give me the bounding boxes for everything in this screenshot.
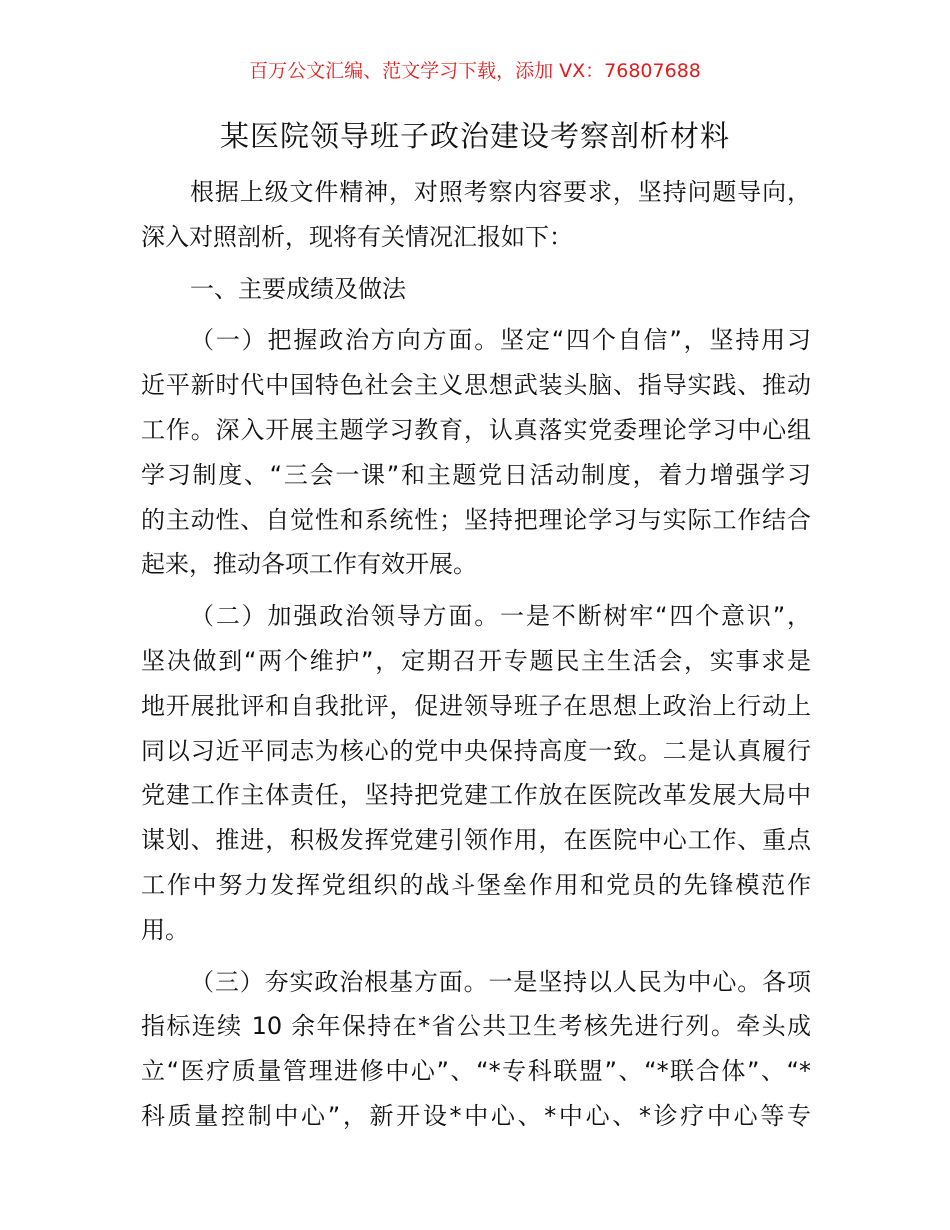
- text-line: 立“医疗质量管理进修中心”、“*专科联盟”、“*联合体”、“*: [141, 1057, 811, 1086]
- paragraph: [141, 594, 811, 952]
- text-line: （一）把握政治方向方面。坚定“四个自信”，坚持用习: [190, 326, 811, 355]
- paragraph: [141, 960, 811, 1139]
- text-line: （二）加强政治领导方面。一是不断树牢“四个意识”，: [190, 602, 811, 631]
- document-body: [141, 170, 811, 1146]
- text-line: 学习制度、“三会一课”和主题党日活动制度，着力增强学习: [141, 460, 811, 489]
- text-line: 指标连续 10 余年保持在*省公共卫生考核先进行列。牵头成: [141, 1012, 811, 1041]
- text-line: 工作。深入开展主题学习教育，认真落实党委理论学习中心组: [141, 415, 811, 444]
- text-line: 谋划、推进，积极发挥党建引领作用，在医院中心工作、重点: [141, 826, 811, 855]
- header-notice: 百万公文汇编、范文学习下载，添加 VX：76807688: [249, 60, 701, 82]
- text-line: 近平新时代中国特色社会主义思想武装头脑、指导实践、推动: [141, 371, 811, 400]
- text-line: 的主动性、自觉性和系统性；坚持把理论学习与实际工作结合: [141, 505, 811, 534]
- text-line: 深入对照剖析，现将有关情况汇报如下：: [141, 222, 573, 251]
- text-line: 工作中努力发挥党组织的战斗堡垒作用和党员的先锋模范作: [141, 870, 811, 899]
- paragraph: [141, 170, 811, 260]
- text-line: 一、主要成绩及做法: [190, 274, 406, 303]
- text-line: （三）夯实政治根基方面。一是坚持以人民为中心。各项: [190, 967, 811, 996]
- text-line: 科质量控制中心”，新开设*中心、*中心、*诊疗中心等专: [141, 1101, 811, 1130]
- paragraph: [141, 318, 811, 587]
- text-line: 起来，推动各项工作有效开展。: [141, 550, 477, 579]
- text-line: 党建工作主体责任，坚持把党建工作放在医院改革发展大局中: [141, 781, 811, 810]
- text-line: 用。: [141, 915, 189, 944]
- text-line: 坚决做到“两个维护”，定期召开专题民主生活会，实事求是: [141, 646, 811, 675]
- text-line: 根据上级文件精神，对照考察内容要求，坚持问题导向，: [190, 178, 811, 206]
- section-heading: [141, 267, 811, 312]
- text-line: 同以习近平同志为核心的党中央保持高度一致。二是认真履行: [141, 736, 811, 765]
- text-line: 地开展批评和自我批评，促进领导班子在思想上政治上行动上: [141, 691, 811, 720]
- document-title: 某医院领导班子政治建设考察剖析材料: [219, 119, 730, 153]
